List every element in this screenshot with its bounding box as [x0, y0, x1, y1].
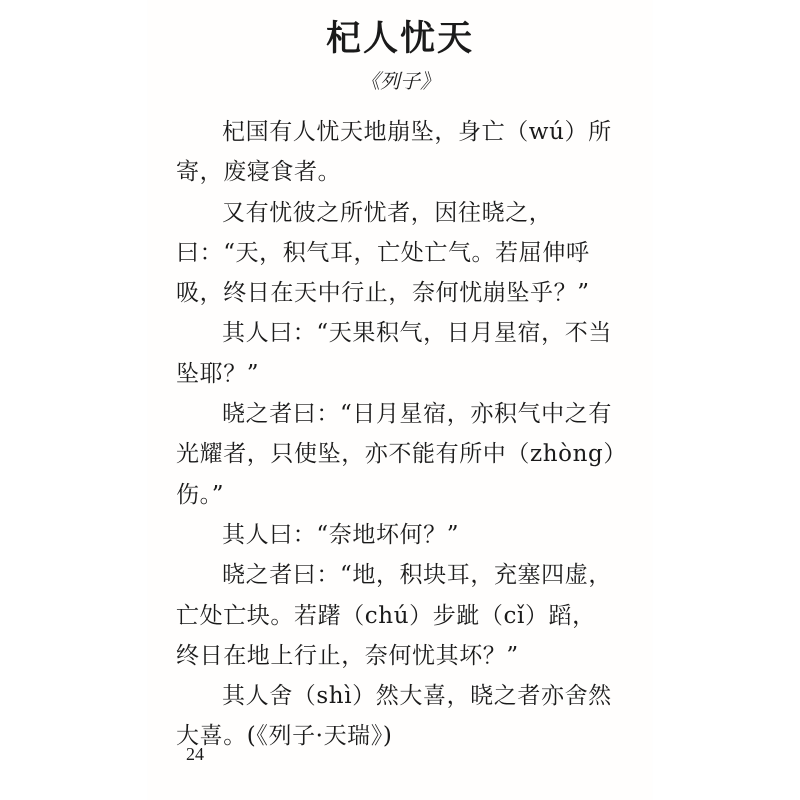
- body-text: [176, 112, 616, 757]
- paragraph: 其人舍（shì）然大喜，晓之者亦舍然大喜。(《列子·天瑞》): [176, 683, 612, 750]
- paragraph: 其人曰：“天果积气，日月星宿，不当坠耶？”: [176, 320, 612, 387]
- paragraph: 杞国有人忧天地崩坠，身亡（wú）所寄，废寝食者。: [176, 119, 612, 186]
- book-page: [148, 0, 652, 800]
- paragraph: 晓之者曰：“地，积块耳，充塞四虚，亡处亡块。若躇（chú）步跐（cǐ）蹈，终日在地上行止，奈何忧其坏？”: [176, 562, 612, 669]
- paragraph: 晓之者曰：“日月星宿，亦积气中之有光耀者，只使坠，亦不能有所中（zhòng）伤。”: [176, 401, 616, 508]
- page-number: 24: [186, 744, 204, 764]
- page-subtitle: 《列子》: [360, 69, 440, 93]
- paragraph: 又有忧彼之所忧者，因往晓之，曰：“天，积气耳，亡处亡气。若屈伸呼吸，终日在天中行止，奈何忧崩坠乎？”: [176, 199, 590, 307]
- page-title: 杞人忧天: [325, 19, 474, 59]
- paragraph: 其人曰：“奈地坏何？”: [222, 521, 460, 548]
